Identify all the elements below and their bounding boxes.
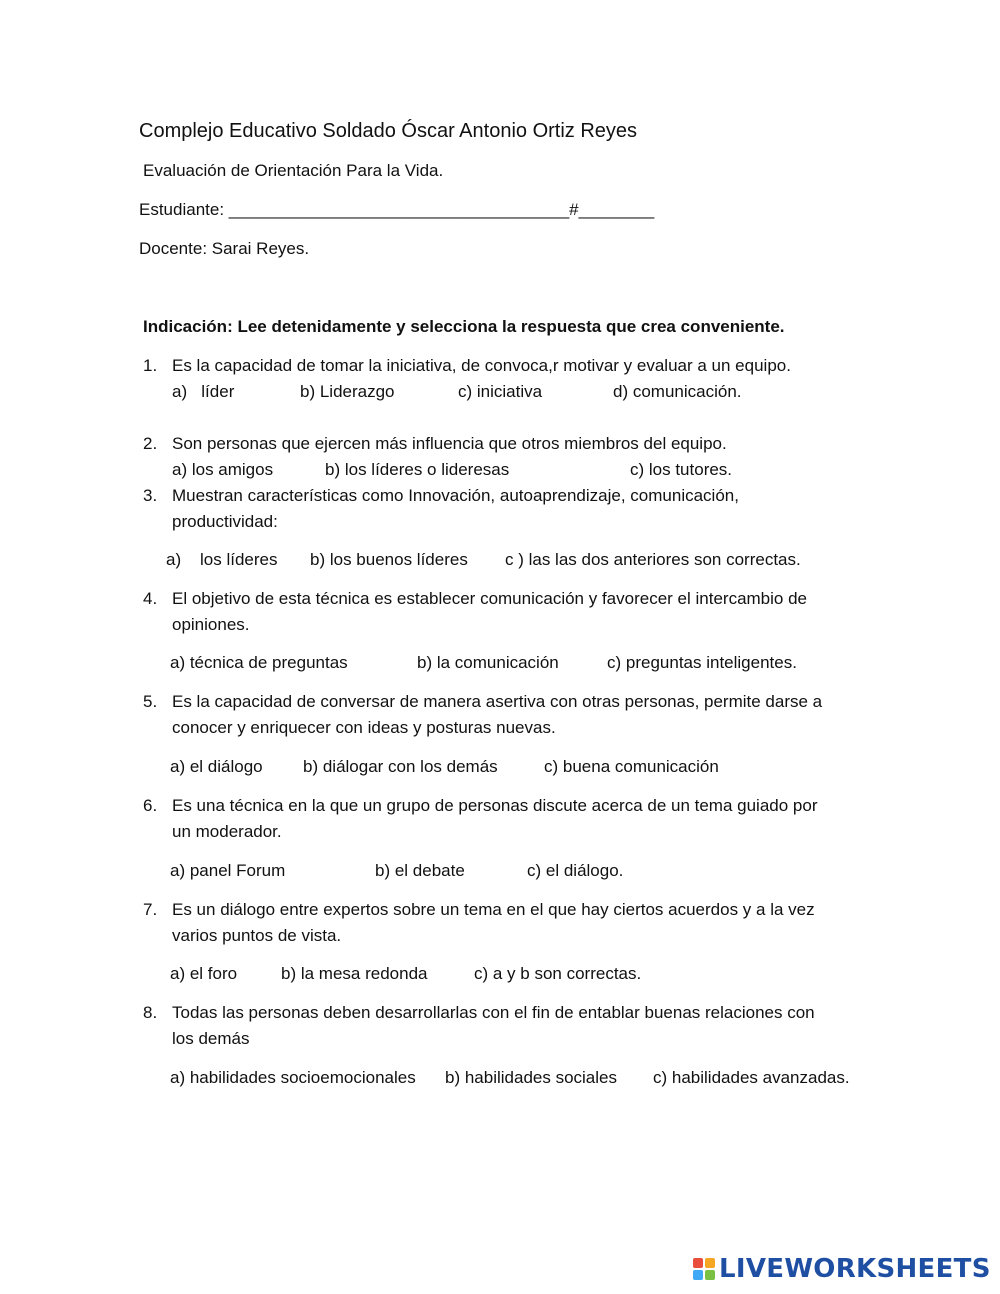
question-number: 3. bbox=[143, 486, 158, 505]
option-c[interactable]: c) los tutores. bbox=[630, 460, 733, 479]
question-text-continued: opiniones. bbox=[172, 615, 250, 634]
option-b[interactable]: b) el debate bbox=[375, 861, 465, 880]
option-a[interactable]: a) el diálogo bbox=[170, 757, 263, 776]
teacher-name: Docente: Sarai Reyes. bbox=[139, 239, 310, 258]
question-text-continued: los demás bbox=[172, 1029, 250, 1048]
option-a[interactable]: a) habilidades socioemocionales bbox=[170, 1068, 416, 1087]
option-c[interactable]: c) buena comunicación bbox=[544, 757, 719, 776]
student-name-field[interactable]: Estudiante: ____________________________________#________ bbox=[139, 200, 655, 219]
option-a[interactable]: a) panel Forum bbox=[170, 861, 286, 880]
question-text-continued: productividad: bbox=[172, 512, 278, 531]
school-name: Complejo Educativo Soldado Óscar Antonio Ortiz Reyes bbox=[139, 120, 638, 142]
option-c[interactable]: c) el diálogo. bbox=[527, 861, 624, 880]
question-number: 7. bbox=[143, 900, 158, 919]
question-number: 6. bbox=[143, 796, 158, 815]
option-b[interactable]: b) los buenos líderes bbox=[310, 550, 468, 569]
liveworksheets-logo bbox=[693, 1253, 991, 1285]
option-c[interactable]: c ) las las dos anteriores son correctas. bbox=[505, 550, 801, 569]
option-b[interactable]: b) habilidades sociales bbox=[445, 1068, 617, 1087]
question-text: Todas las personas deben desarrollarlas con el fin de entablar buenas relaciones con bbox=[172, 1003, 815, 1022]
option-a[interactable]: a) los líderes bbox=[166, 550, 278, 569]
question-number: 2. bbox=[143, 434, 158, 453]
option-c[interactable]: c) iniciativa bbox=[458, 382, 543, 401]
question-number: 1. bbox=[143, 356, 158, 375]
question-number: 5. bbox=[143, 692, 158, 711]
option-a[interactable]: a) los amigos bbox=[172, 460, 274, 479]
question-text: El objetivo de esta técnica es establecer comunicación y favorecer el intercambio de bbox=[172, 589, 808, 608]
question-text: Es la capacidad de conversar de manera asertiva con otras personas, permite darse a bbox=[172, 692, 823, 711]
option-b[interactable]: b) Liderazgo bbox=[300, 382, 395, 401]
question-number: 4. bbox=[143, 589, 158, 608]
question-text: Es una técnica en la que un grupo de personas discute acerca de un tema guiado por bbox=[172, 796, 818, 815]
option-b[interactable]: b) la mesa redonda bbox=[281, 964, 428, 983]
option-a[interactable]: a) el foro bbox=[170, 964, 238, 983]
option-d[interactable]: d) comunicación. bbox=[613, 382, 742, 401]
question-text-continued: un moderador. bbox=[172, 822, 282, 841]
question-number: 8. bbox=[143, 1003, 158, 1022]
instruction-text: Indicación: Lee detenidamente y selecciona la respuesta que crea conveniente. bbox=[143, 317, 785, 336]
question-text: Muestran características como Innovación, autoaprendizaje, comunicación, bbox=[172, 486, 739, 505]
question-text: Es un diálogo entre expertos sobre un tema en el que hay ciertos acuerdos y a la vez bbox=[172, 900, 815, 919]
option-a[interactable]: a) líder bbox=[172, 382, 235, 401]
question-text: Es la capacidad de tomar la iniciativa, de convoca,r motivar y evaluar a un equipo. bbox=[172, 356, 791, 375]
option-b[interactable]: b) los líderes o lideresas bbox=[325, 460, 510, 479]
option-c[interactable]: c) habilidades avanzadas. bbox=[653, 1068, 850, 1087]
option-b[interactable]: b) diálogar con los demás bbox=[303, 757, 498, 776]
logo-text: LIVEWORKSHEETS bbox=[719, 1254, 991, 1284]
logo-badge-icon bbox=[693, 1258, 715, 1280]
option-b[interactable]: b) la comunicación bbox=[417, 653, 559, 672]
question-text-continued: varios puntos de vista. bbox=[172, 926, 342, 945]
subject-title: Evaluación de Orientación Para la Vida. bbox=[143, 161, 444, 180]
option-c[interactable]: c) preguntas inteligentes. bbox=[607, 653, 797, 672]
question-text: Son personas que ejercen más influencia que otros miembros del equipo. bbox=[172, 434, 727, 453]
question-text-continued: conocer y enriquecer con ideas y posturas nuevas. bbox=[172, 718, 556, 737]
option-a[interactable]: a) técnica de preguntas bbox=[170, 653, 348, 672]
option-c[interactable]: c) a y b son correctas. bbox=[474, 964, 642, 983]
